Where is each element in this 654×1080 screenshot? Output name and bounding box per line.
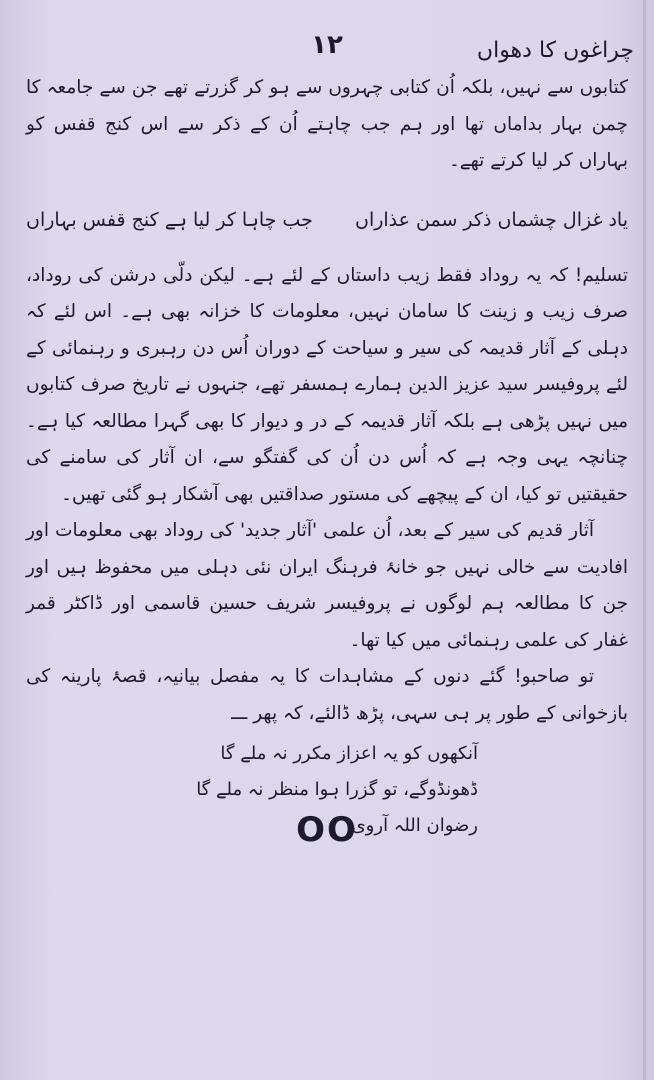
verse-1-right: یاد غزال چشماں ذکر سمن عذاراں xyxy=(354,208,628,231)
paragraph-3: آثار قدیم کی سیر کے بعد، اُن علمی 'آثار جدید' کی روداد بھی معلومات اور افادیت سے خالی نہیں جو خانۂ فرہنگ ایران نئی دہلی میں محفوظ ہیں اور جن کا مطالعہ ہم لوگوں نے پروفیسر شریف حسین قاسمی اور ڈاکٹر قمر غفار کی علمی رہنمائی میں کیا تھا۔ xyxy=(26,520,628,651)
page-number: ۱۲ xyxy=(311,30,343,60)
verse-2-line-2: ڈھونڈوگے، تو گزرا ہوا منظر نہ ملے گا xyxy=(196,779,478,800)
verse-1-left: جب چاہا کر لیا ہے کنج قفس بہاراں xyxy=(26,208,313,231)
paragraph-2: تسلیم! کہ یہ روداد فقط زیب داستاں کے لئے ہے۔ لیکن دلّی درشن کی روداد، صرف زیب و زینت کا سامان نہیں، معلومات کا خزانہ بھی ہے۔ اس لئے کہ دہلی کے آثار قدیمہ کی سیر و سیاحت کے دوران اُس دن رہبری و رہنمائی کے لئے پروفیسر سید عزیز الدین ہمارے ہمسفر تھے، جنہوں نے تاریخ صرف کتابوں میں نہیں پڑھی ہے بلکہ آثار قدیمہ کے در و دیوار کا بھی گہرا مطالعہ کیا ہے۔ چنانچہ یہی وجہ ہے کہ اُس دن اُن کی گفتگو سے، ان آثار کی سامنے کی حقیقتیں تو کیا، ان کے پیچھے کی مستور صداقتیں بھی آشکار ہو گئی تھیں۔ xyxy=(26,264,628,505)
paragraph-1: کتابوں سے نہیں، بلکہ اُن کتابی چہروں سے ہو کر گزرتے تھے جن سے جامعہ کا چمن بہار بداماں تھا اور ہم جب چاہتے اُن کے ذکر سے اس کنج قفس کو بہاراں کر لیا کرتے تھے۔ xyxy=(26,77,628,171)
page-body xyxy=(26,70,628,844)
running-title: چراغوں کا دھواں xyxy=(476,38,634,63)
poet-name: رضوان اللہ آروی xyxy=(351,815,478,836)
end-ornament: OO xyxy=(296,810,358,850)
verse-couplet-1 xyxy=(26,202,628,238)
page-header xyxy=(20,28,634,68)
page-edge xyxy=(643,0,646,1080)
paragraph-4: تو صاحبو! گئے دنوں کے مشاہدات کا یہ مفصل بیانیہ، قصۂ پارینہ کی بازخوانی کے طور پر ہی سہی، پڑھ ڈالئے، کہ پھر ـــ xyxy=(26,666,628,724)
verse-2-line-1: آنکھوں کو یہ اعزاز مکرر نہ ملے گا xyxy=(220,743,478,764)
